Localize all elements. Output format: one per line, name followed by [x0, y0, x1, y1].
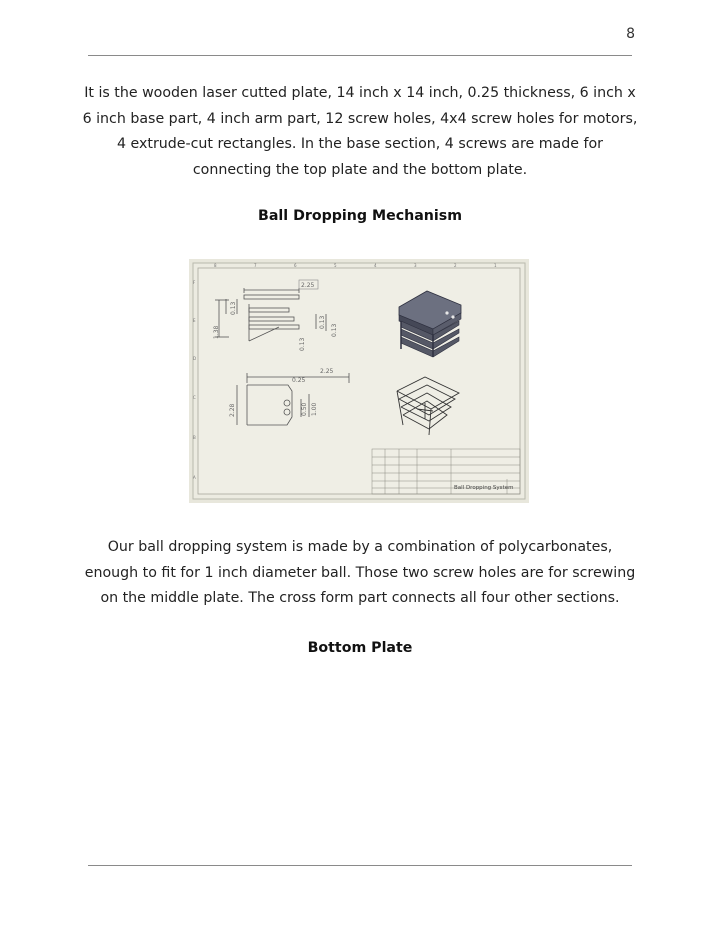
border-number: 1	[494, 263, 497, 268]
footer-rule	[88, 865, 632, 866]
title-block-name: Ball Dropping System	[454, 485, 514, 491]
cad-drawing-figure	[189, 259, 529, 503]
dim-label: 0.13	[331, 323, 338, 337]
dim-label: 0.13	[230, 301, 237, 315]
page-number: 8	[626, 26, 635, 42]
ball-system-paragraph: Our ball dropping system is made by a combination of polycarbonates, enough to fit for 1 inch diameter ball. Those two screw holes are for screwing on the middle plate. The cross form part connects all four other sections.	[84, 539, 636, 606]
dim-top-width: 2.25	[301, 282, 315, 289]
dim-inner: 0.25	[292, 377, 306, 384]
dim-hole-a: 0.50	[301, 402, 308, 416]
border-letter: F	[193, 280, 196, 285]
border-letter: E	[193, 318, 196, 323]
border-number: 7	[254, 263, 257, 268]
dim-label: 0.13	[299, 337, 306, 351]
border-letter: B	[193, 435, 196, 440]
border-letter: C	[193, 395, 196, 400]
dim-label: 0.13	[319, 315, 326, 329]
section-heading-bottom-plate: Bottom Plate	[307, 640, 413, 656]
dim-overall: 2.25	[320, 368, 334, 375]
dim-label: 1.38	[213, 325, 220, 339]
section-heading-ball-dropping: Ball Dropping Mechanism	[258, 208, 462, 224]
border-number: 6	[294, 263, 297, 268]
border-number: 5	[334, 263, 337, 268]
border-number: 3	[414, 263, 417, 268]
header-rule	[88, 55, 632, 56]
border-number: 4	[374, 263, 377, 268]
cad-drawing	[189, 259, 529, 503]
border-number: 8	[214, 263, 217, 268]
border-number: 2	[454, 263, 457, 268]
dim-height: 2.28	[229, 403, 236, 417]
intro-paragraph: It is the wooden laser cutted plate, 14 inch x 14 inch, 0.25 thickness, 6 inch x 6 inch base part, 4 inch arm part, 12 screw holes, 4x4 screw holes for motors, 4 extrude-cut rectangles. In the base section, 4 screws are made for connecting the top plate and the bottom plate.	[82, 85, 638, 178]
border-letter: A	[193, 475, 196, 480]
border-letter: D	[193, 356, 197, 361]
dim-hole-b: 1.00	[311, 402, 318, 416]
